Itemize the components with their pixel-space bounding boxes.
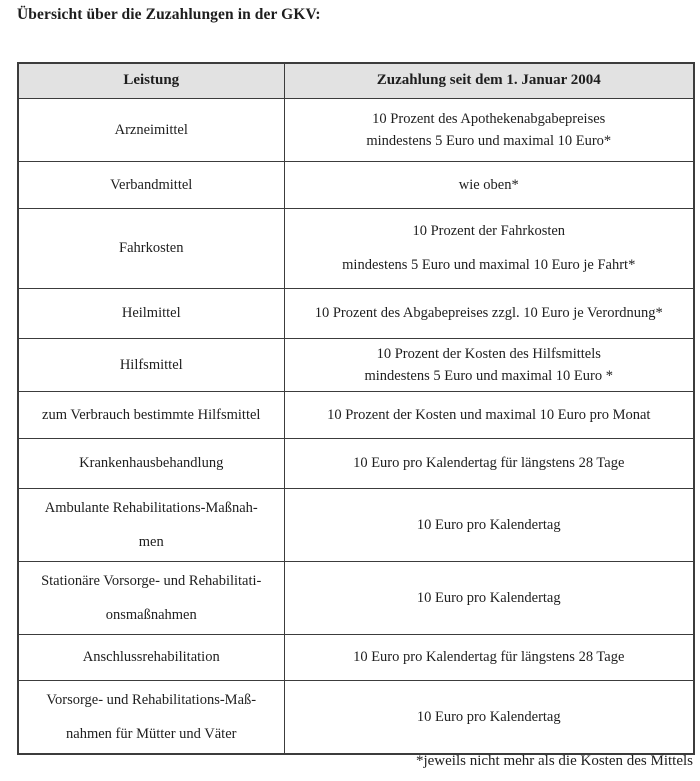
zuzahlung-cell bbox=[284, 161, 694, 208]
leistung-cell bbox=[18, 98, 284, 161]
cell-line: Ambulante Rehabilitations-Maßnah- bbox=[44, 499, 258, 516]
cell-line: men bbox=[138, 533, 164, 550]
cell-line: 10 Euro pro Kalendertag bbox=[416, 589, 561, 606]
table-row bbox=[18, 208, 694, 288]
leistung-cell bbox=[18, 161, 284, 208]
zuzahlung-cell bbox=[284, 438, 694, 488]
table-row bbox=[18, 488, 694, 561]
table-header bbox=[18, 63, 694, 98]
header-leistung: Leistung bbox=[18, 63, 284, 98]
footnote: *jeweils nicht mehr als die Kosten des Mittels bbox=[415, 753, 693, 769]
leistung-cell bbox=[18, 208, 284, 288]
cell-line: mindestens 5 Euro und maximal 10 Euro je Fahrt* bbox=[342, 257, 636, 273]
table-row bbox=[18, 680, 694, 754]
leistung-cell bbox=[18, 561, 284, 634]
table-row bbox=[18, 288, 694, 338]
cell-line: wie oben* bbox=[458, 176, 519, 193]
copayment-table bbox=[17, 62, 695, 755]
leistung-cell bbox=[18, 338, 284, 391]
cell-line: 10 Euro pro Kalendertag für längstens 28 Tage bbox=[353, 649, 625, 665]
leistung-cell bbox=[18, 680, 284, 754]
cell-line: Vorsorge- und Rehabilitations-Maß- bbox=[46, 691, 257, 708]
table-row bbox=[18, 391, 694, 438]
cell-line: 10 Prozent des Apothekenabgabepreises bbox=[372, 110, 606, 127]
cell-line: Stationäre Vorsorge- und Rehabilitati- bbox=[41, 572, 262, 589]
cell-line: Arzneimittel bbox=[114, 121, 188, 138]
header-zuzahlung: Zuzahlung seit dem 1. Januar 2004 bbox=[284, 63, 694, 98]
zuzahlung-cell bbox=[284, 634, 694, 680]
cell-line: Fahrkosten bbox=[119, 240, 184, 256]
zuzahlung-cell bbox=[284, 338, 694, 391]
table-row bbox=[18, 634, 694, 680]
cell-line: 10 Prozent der Fahrkosten bbox=[412, 223, 566, 239]
leistung-cell bbox=[18, 488, 284, 561]
cell-line: Heilmittel bbox=[121, 305, 181, 321]
cell-line: Verbandmittel bbox=[110, 176, 193, 193]
cell-line: mindestens 5 Euro und maximal 10 Euro* bbox=[366, 132, 612, 149]
cell-line: 10 Euro pro Kalendertag bbox=[416, 708, 561, 725]
page-title: Übersicht über die Zuzahlungen in der GKV: bbox=[17, 6, 321, 23]
zuzahlung-cell bbox=[284, 288, 694, 338]
zuzahlung-cell bbox=[284, 680, 694, 754]
table-row bbox=[18, 161, 694, 208]
zuzahlung-cell bbox=[284, 98, 694, 161]
table-row bbox=[18, 438, 694, 488]
cell-line: 10 Prozent des Abgabepreises zzgl. 10 Euro je Verordnung* bbox=[314, 305, 663, 321]
table-body bbox=[18, 98, 694, 754]
cell-line: zum Verbrauch bestimmte Hilfsmittel bbox=[42, 406, 261, 423]
table-row bbox=[18, 561, 694, 634]
zuzahlung-cell bbox=[284, 208, 694, 288]
cell-line: 10 Euro pro Kalendertag bbox=[416, 516, 561, 533]
cell-line: Anschlussrehabilitation bbox=[82, 649, 220, 665]
leistung-cell bbox=[18, 288, 284, 338]
zuzahlung-cell bbox=[284, 391, 694, 438]
cell-line: 10 Euro pro Kalendertag für längstens 28 Tage bbox=[353, 455, 625, 471]
cell-line: 10 Prozent der Kosten des Hilfsmittels bbox=[376, 345, 601, 362]
cell-line: 10 Prozent der Kosten und maximal 10 Euro pro Monat bbox=[327, 406, 651, 423]
header-row bbox=[18, 63, 694, 98]
cell-line: mindestens 5 Euro und maximal 10 Euro * bbox=[364, 367, 613, 384]
cell-line: Hilfsmittel bbox=[119, 356, 183, 373]
leistung-cell bbox=[18, 634, 284, 680]
leistung-cell bbox=[18, 391, 284, 438]
leistung-cell bbox=[18, 438, 284, 488]
table-row bbox=[18, 338, 694, 391]
cell-line: Krankenhausbehandlung bbox=[79, 455, 224, 471]
cell-line: onsmaßnahmen bbox=[105, 606, 197, 623]
table-row bbox=[18, 98, 694, 161]
zuzahlung-cell bbox=[284, 561, 694, 634]
cell-line: nahmen für Mütter und Väter bbox=[66, 725, 237, 742]
zuzahlung-cell bbox=[284, 488, 694, 561]
